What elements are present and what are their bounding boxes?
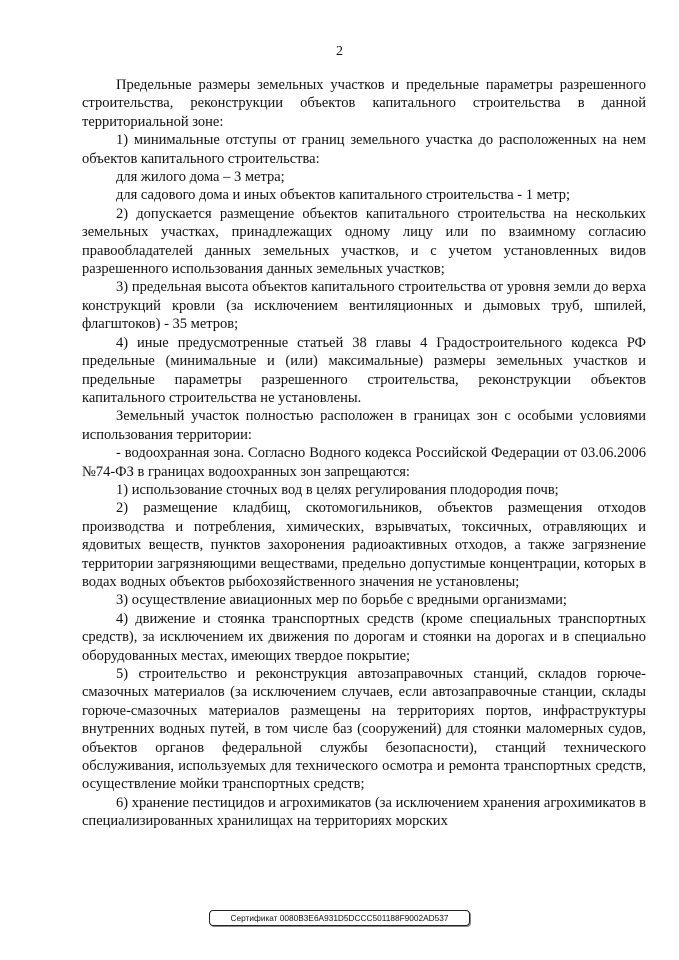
paragraph: для садового дома и иных объектов капитального строительства - 1 метр; bbox=[116, 187, 571, 204]
paragraph: для жилого дома – 3 метра; bbox=[116, 169, 285, 186]
paragraph: 4) движение и стоянка транспортных средств (кроме специальных транспортных средств), за исключением их движения по дорогам и стоянки на дорогах и в специально оборудованных местах, имеющих твердое покрытие; bbox=[82, 610, 646, 664]
paragraph: 4) иные предусмотренные статьей 38 главы 4 Градостроительного кодекса РФ предельные (минимальные и (или) максимальные) размеры земельных участков и предельные параметры разрешенного строительства, реконструкции объектов капитального строительства не установлены. bbox=[82, 334, 646, 406]
paragraph: 2) допускается размещение объектов капитального строительства на нескольких земельных участках, принадлежащих одному лицу или по взаимному согласию правообладателей данных земельных участков, и с учетом установленных видов разрешенного использования данных земельных участков; bbox=[82, 205, 646, 278]
paragraph: 1) минимальные отступы от границ земельного участка до расположенных на нем объектов капитального строительства: bbox=[82, 132, 646, 167]
paragraph: 1) использование сточных вод в целях регулирования плодородия почв; bbox=[116, 481, 559, 498]
paragraph: 6) хранение пестицидов и агрохимикатов (за исключением хранения агрохимикатов в специализированных хранилищах на территориях морских bbox=[82, 794, 646, 830]
certificate-stamp: Сертификат 0080B3E6A931D5DCCC501188F9002AD537 bbox=[209, 910, 470, 926]
paragraph: Земельный участок полностью расположен в границах зон с особыми условиями использования территории: bbox=[82, 408, 646, 443]
paragraph: 5) строительство и реконструкция автозаправочных станций, складов горюче-смазочных материалов (за исключением случаев, если автозаправочные станции, склады горюче-смазочных материалов размещены на территориях портов, инфраструктуры внутренних водных путей, в том числе баз (сооружений) для стоянки маломерных судов, объектов органов федеральной службы безопасности), станций технического обслуживания, используемых для технического осмотра и ремонта транспортных средств, осуществление мойки транспортных средств; bbox=[82, 666, 646, 793]
paragraph: 3) осуществление авиационных мер по борьбе с вредными организмами; bbox=[116, 592, 567, 609]
document-body bbox=[82, 76, 646, 831]
paragraph: Предельные размеры земельных участков и предельные параметры разрешенного строительства, реконструкции объектов капитального строительства в данной территориальной зоне: bbox=[82, 77, 646, 130]
paragraph: - водоохранная зона. Согласно Водного кодекса Российской Федерации от 03.06.2006 №74-ФЗ в границах водоохранных зон запрещаются: bbox=[82, 445, 646, 480]
paragraph: 3) предельная высота объектов капитального строительства от уровня земли до верха конструкций кровли (за исключением вентиляционных и дымовых труб, шпилей, флагштоков) - 35 метров; bbox=[82, 279, 646, 333]
paragraph: 2) размещение кладбищ, скотомогильников, объектов размещения отходов производства и потребления, химических, взрывчатых, токсичных, отравляющих и ядовитых веществ, пунктов захоронения радиоактивных отходов, а также загрязнение территории загрязняющими веществами, предельно допустимые концентрации, которых в водах водных объектов рыбохозяйственного значения не установлены; bbox=[82, 500, 646, 590]
page-number: 2 bbox=[336, 44, 343, 59]
